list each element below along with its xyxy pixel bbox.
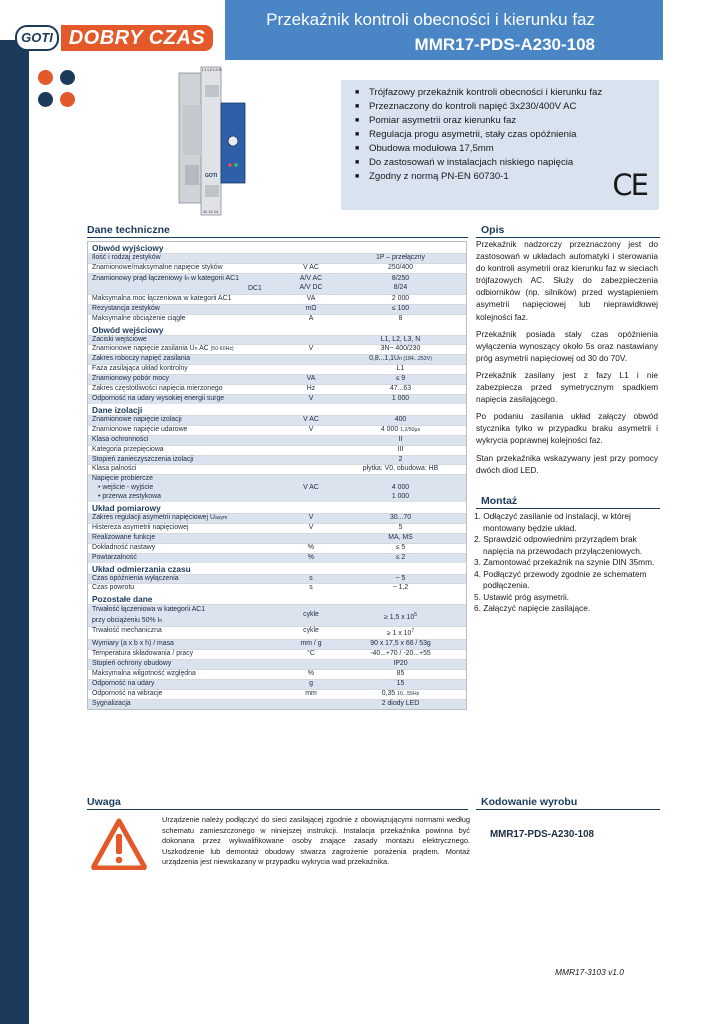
cell-param: Znamionowy pobór mocy xyxy=(92,375,169,383)
product-photo xyxy=(175,65,250,217)
cell-unit: V xyxy=(308,394,314,402)
cell-value: 3N~ 400/230 xyxy=(380,345,421,353)
cell-unit: g xyxy=(309,679,313,687)
section-title: Montaż xyxy=(481,495,518,507)
cell-value: ~ 1,2 xyxy=(392,584,409,592)
cell-value: 2 diody LED xyxy=(381,699,420,707)
table-row xyxy=(88,523,466,533)
cell-param: Sygnalizacja xyxy=(92,699,131,707)
cell-unit xyxy=(287,436,335,445)
logo-goti-mark: GOTI xyxy=(15,25,59,51)
order-code: MMR17-PDS-A230-108 xyxy=(490,829,594,840)
install-step: 1. Odłączyć zasilanie od instalacji, w której montowany będzie układ. xyxy=(474,511,631,533)
cell-text: AC xyxy=(197,345,211,353)
cell-text: 0,8...1,1U xyxy=(369,355,399,363)
table-group-title: Dane izolacji xyxy=(88,404,466,415)
cell-value xyxy=(335,690,466,699)
cell-value: 1 000 xyxy=(391,394,410,402)
cell-unit xyxy=(287,660,335,669)
company-logo xyxy=(15,25,213,51)
tech-data-table xyxy=(87,241,467,710)
cell-param: Znamionowe/maksymalne napięcie styków xyxy=(92,263,223,271)
device-top-terminals: L1 L2 L3 N xyxy=(202,67,222,72)
cell-value: 2 000 xyxy=(391,294,410,302)
cell-value xyxy=(335,627,466,639)
table-row xyxy=(88,314,466,324)
table-row xyxy=(88,543,466,553)
table-row xyxy=(88,679,466,689)
table-group-title: Układ odmierzania czasu xyxy=(88,563,466,574)
cell-value: 400 xyxy=(394,415,407,423)
cell-subscript: n xyxy=(194,346,198,353)
section-header-order xyxy=(476,796,660,810)
header-band xyxy=(225,0,663,60)
cell-unit: V xyxy=(308,345,314,353)
table-group-title: Obwód wyjściowy xyxy=(88,242,466,253)
table-row xyxy=(88,253,466,263)
table-row xyxy=(88,384,466,394)
cell-value: 5 xyxy=(398,523,403,531)
description-paragraph: Po podaniu zasilania układ załączy obwód stycznika tylko w przypadku braku asymetrii i wykrycia poprawnej kolejności faz. xyxy=(476,411,658,446)
cell-param xyxy=(88,605,287,626)
cell-text: Znamionowy prąd łączeniowy I xyxy=(92,274,187,282)
cell-text: 8/24 xyxy=(393,284,408,292)
table-row xyxy=(88,464,466,474)
table-group-title: Układ pomiarowy xyxy=(88,502,466,513)
cell-unit: mm / g xyxy=(300,640,322,648)
table-row xyxy=(88,354,466,364)
bullet-icon: • xyxy=(98,484,101,492)
feature-item: ■ Pomiar asymetrii oraz kierunku faz xyxy=(355,114,602,128)
cell-param: Trwałość mechaniczna xyxy=(92,627,162,635)
cell-param: Kategoria przepięciowa xyxy=(92,445,164,453)
cell-param: Faza zasilająca układ kontrolny xyxy=(92,365,188,373)
table-row xyxy=(88,335,466,345)
cell-param: Maksymalna wilgotność względna xyxy=(92,670,196,677)
cell-param: Histereza asymetrii napięciowej xyxy=(92,523,189,531)
section-title: Dane techniczne xyxy=(87,224,170,236)
table-row xyxy=(88,394,466,404)
cell-param: Odporność na wibracje xyxy=(92,689,163,697)
section-header-tech xyxy=(87,224,468,238)
cell-value: 90 x 17,5 x 66 / 53g xyxy=(370,640,431,648)
cell-text: przy obciążeniu 50% I xyxy=(92,616,160,624)
cell-param xyxy=(88,514,287,523)
cell-text: 4 000 xyxy=(391,484,410,492)
table-row xyxy=(88,583,466,593)
document-version: MMR17-3103 v1.0 xyxy=(555,967,624,977)
description-paragraph: Stan przekaźnika wskazywany jest przy pomocy dwóch diod LED. xyxy=(476,452,658,475)
description-paragraph: Przekaźnik posiada stały czas opóźnienia wyłączenia wynoszący około 5s oraz nastawiany próg asymetrii napięciowej od 30 do 70V. xyxy=(476,328,658,363)
dot-orange xyxy=(60,92,75,107)
cell-param xyxy=(88,274,287,294)
cell-unit xyxy=(287,254,335,263)
section-title: Uwaga xyxy=(87,796,121,808)
cell-param: Odporność na udary wysokiej energii surge xyxy=(92,394,225,402)
dot-orange xyxy=(38,70,53,85)
cell-value xyxy=(335,355,466,364)
logo-wordmark: DOBRY CZAS xyxy=(61,25,213,51)
feature-item: ■ Do zastosowań w instalacjach niskiego napięcia xyxy=(355,156,602,170)
install-step: 5. Ustawić próg asymetrii. xyxy=(474,591,569,602)
cell-unit: VA xyxy=(306,294,316,302)
cell-value xyxy=(335,426,466,435)
cell-subscript: n xyxy=(186,275,190,282)
table-group-title: Pozostałe dane xyxy=(88,593,466,604)
cell-unit: s xyxy=(309,574,313,582)
table-row xyxy=(88,374,466,384)
table-row xyxy=(88,626,466,639)
install-step: 4. Podłączyć przewody zgodnie ze schematem podłączenia. xyxy=(474,568,647,590)
table-row xyxy=(88,304,466,314)
cell-param xyxy=(88,345,287,354)
cell-value: IP20 xyxy=(393,660,408,668)
cell-param: Zakres roboczy napięć zasilania xyxy=(92,355,191,363)
table-row xyxy=(88,649,466,659)
table-row xyxy=(88,689,466,699)
cell-unit: V xyxy=(308,514,314,522)
cell-unit xyxy=(287,534,335,543)
cell-unit: s xyxy=(309,584,313,592)
table-row xyxy=(88,669,466,679)
cell-value: 30...70 xyxy=(389,514,412,522)
table-row xyxy=(88,639,466,649)
table-row xyxy=(88,474,466,502)
cell-param: Dokładność nastawy xyxy=(92,543,156,551)
table-row xyxy=(88,455,466,465)
cell-param: Znamionowe napięcie udarowe xyxy=(92,425,188,433)
cell-unit: VA xyxy=(306,375,316,383)
table-row xyxy=(88,445,466,455)
cell-small: 1,2/50µs xyxy=(400,426,421,433)
cell-param: Ilość i rodzaj zestyków xyxy=(92,254,161,261)
section-header-warning xyxy=(87,796,468,810)
cell-subscript: asym xyxy=(214,515,228,522)
table-row xyxy=(88,513,466,523)
cell-value: III xyxy=(397,445,404,453)
cell-param: Maksymalna moc łączeniowa w kategorii AC1 xyxy=(92,294,232,302)
feature-item: ■ Trójfazowy przekaźnik kontroli obecności i kierunku faz xyxy=(355,86,602,100)
cell-param: Zakres częstotliwości napięcia mierzonego xyxy=(92,385,223,393)
cell-unit: % xyxy=(307,553,315,561)
cell-param: Czas powrotu xyxy=(92,584,135,592)
feature-item: ■ Przeznaczony do kontroli napięć 3x230/400V AC xyxy=(355,100,602,114)
description-paragraph: Przekaźnik zasilany jest z fazy L1 i nie zabezpiecza przed symetrycznym spadkiem napięcia zasilającego. xyxy=(476,369,658,405)
cell-value: 15 xyxy=(396,679,405,687)
feature-item: ■ Regulacja progu asymetrii, stały czas opóźnienia xyxy=(355,128,602,142)
cell-param: Czas opóźnienia wyłączenia xyxy=(92,574,179,582)
cell-text: przerwa zestykowa xyxy=(102,493,161,501)
table-row xyxy=(88,294,466,304)
warning-triangle-icon xyxy=(91,818,147,870)
cell-text: ≥ 1,5 x 10 xyxy=(384,614,415,622)
table-row xyxy=(88,574,466,584)
cell-value: MA, MS xyxy=(388,533,413,541)
page-title: Przekaźnik kontroli obecności i kierunku faz xyxy=(266,10,595,29)
cell-subscript: n xyxy=(399,356,402,363)
table-group-title: Obwód wejściowy xyxy=(88,324,466,335)
device-brand: GOTI xyxy=(205,173,218,179)
cell-unit: % xyxy=(307,670,315,677)
cell-param: Maksymalne obciążenie ciągłe xyxy=(92,314,186,322)
cell-value: II xyxy=(398,435,403,443)
cell-text: wejście - wyjście xyxy=(102,484,154,492)
cell-text: 4 000 xyxy=(380,425,401,433)
cell-text: Zakres regulacji asymetrii napięciowej U xyxy=(92,514,215,522)
cell-unit: mΩ xyxy=(305,304,317,312)
install-step: 2. Sprawdzić odpowiednim przyrządem brak napięcia na przewodach przyłączeniowych. xyxy=(474,534,643,556)
cell-param: Realizowane funkcje xyxy=(92,533,156,541)
cell-unit: V xyxy=(308,523,314,531)
cell-param: Klasa ochronności xyxy=(92,435,149,443)
table-row xyxy=(88,533,466,543)
cell-unit xyxy=(287,475,335,502)
cell-unit: °C xyxy=(307,650,315,658)
cell-superscript: 7 xyxy=(411,628,415,635)
section-title: Kodowanie wyrobu xyxy=(481,796,578,808)
cell-unit: V AC xyxy=(303,263,319,271)
cell-unit: % xyxy=(307,543,315,551)
cell-unit: Hz xyxy=(306,385,316,393)
cell-text: w kategorii AC1 xyxy=(189,274,239,282)
cell-value: ≤ 9 xyxy=(395,375,406,383)
cell-unit xyxy=(287,700,335,709)
cell-value: ≤ 5 xyxy=(395,543,406,551)
section-header-desc xyxy=(476,224,660,238)
cell-text: 0,35 xyxy=(381,689,398,697)
cell-unit xyxy=(287,446,335,455)
cell-text: 8/250 xyxy=(391,274,410,282)
cell-small: 10...55Hz xyxy=(397,690,420,697)
cell-unit xyxy=(287,465,335,474)
cell-unit: cykle xyxy=(303,627,319,635)
cell-unit xyxy=(287,336,335,345)
table-row xyxy=(88,344,466,354)
cell-value xyxy=(335,475,466,502)
cell-value xyxy=(335,274,466,294)
cell-param: Powtarzalność xyxy=(92,553,137,561)
feature-item: ■ Zgodny z normą PN-EN 60730-1 xyxy=(355,170,602,184)
cell-small: (184...253V) xyxy=(401,356,432,363)
table-row xyxy=(88,435,466,445)
cell-value: L1, L2, L3, N xyxy=(380,335,421,343)
features-list xyxy=(355,86,602,184)
cell-param: Znamionowe napięcie izolacji xyxy=(92,415,182,423)
description-text xyxy=(476,238,658,481)
cell-small: (50-60Hz) xyxy=(210,346,234,353)
install-step: 6. Załączyć napięcie zasilające. xyxy=(474,603,591,613)
feature-item: ■ Obudowa modułowa 17,5mm xyxy=(355,142,602,156)
cell-text: DC1 xyxy=(248,285,262,293)
table-row xyxy=(88,273,466,294)
cell-param: Wymiary (a x b x h) / masa xyxy=(92,640,174,648)
cell-text: A/V AC xyxy=(299,274,323,282)
cell-param: Zaciski wejściowe xyxy=(92,335,147,343)
section-header-install xyxy=(476,495,660,509)
cell-unit xyxy=(287,355,335,364)
cell-param: Odporność na udary xyxy=(92,679,155,687)
cell-superscript: 5 xyxy=(414,612,417,619)
cell-text: ≥ 1 x 10 xyxy=(386,630,412,638)
description-paragraph: Przekaźnik nadzorczy przeznaczony jest do zastosowań w układach automatyki i sterowania do kontroli asymetrii oraz kierunku faz w sieciach trójfazowych AC. Służy do zabezpieczenia odbiorników (np. silników) przed wystąpieniem asymetrii napięciowej lub nieprawidłowej kolejności faz. xyxy=(476,239,658,322)
cell-param: Temperatura składowania / pracy xyxy=(92,650,194,658)
cell-param: Klasa palności xyxy=(92,465,137,473)
cell-unit xyxy=(287,274,335,294)
cell-unit: A xyxy=(308,314,314,322)
install-steps xyxy=(474,511,660,615)
cell-text: V AC xyxy=(303,484,319,492)
cell-value: 47...63 xyxy=(389,385,412,393)
cell-subscript: n xyxy=(159,617,163,624)
cell-unit: mm xyxy=(305,689,317,697)
ce-mark: CE xyxy=(612,168,647,202)
table-row xyxy=(88,553,466,563)
cell-value: -40...+70 / -20...+55 xyxy=(370,650,431,658)
product-code-title: MMR17-PDS-A230-108 xyxy=(414,35,595,54)
cell-unit: cykle xyxy=(303,611,319,619)
cell-unit xyxy=(287,365,335,374)
table-row xyxy=(88,415,466,425)
table-row xyxy=(88,263,466,273)
bullet-icon: • xyxy=(98,493,101,501)
table-row xyxy=(88,604,466,626)
cell-text: A/V DC xyxy=(299,284,323,292)
features-box xyxy=(341,80,659,210)
decorative-dots xyxy=(38,70,78,110)
dot-navy xyxy=(38,92,53,107)
cell-text: Napięcie probiercze xyxy=(92,475,153,483)
cell-text: 1 000 xyxy=(391,493,410,501)
left-accent-bar xyxy=(0,40,29,1024)
table-row xyxy=(88,699,466,709)
cell-param: Rezystancja zestyków xyxy=(92,304,160,312)
cell-value: płytka: V0, obudowa: HB xyxy=(362,465,439,473)
cell-value xyxy=(335,605,466,626)
install-step: 3. Zamontować przekaźnik na szynie DIN 35mm. xyxy=(474,557,655,567)
cell-value: ≤ 100 xyxy=(391,304,410,312)
cell-value: 2 xyxy=(398,455,403,463)
cell-unit: V xyxy=(308,425,314,433)
cell-param: Stopień ochrony obudowy xyxy=(92,660,172,668)
table-row xyxy=(88,425,466,435)
table-row xyxy=(88,364,466,374)
cell-unit xyxy=(287,456,335,465)
dot-navy xyxy=(60,70,75,85)
cell-value: 8 xyxy=(398,314,403,322)
cell-text: Trwałość łączeniowa w kategorii AC1 xyxy=(92,606,206,614)
cell-value: 250/400 xyxy=(388,263,413,271)
table-row xyxy=(88,659,466,669)
cell-value: ≤ 2 xyxy=(395,553,406,561)
cell-value: L1 xyxy=(396,365,405,373)
warning-text: Urządzenie należy podłączyć do sieci zasilającej zgodnie z obowiązującymi normami według schematu zamieszczonego w niniejszej instrukcji. Instalacja przekaźnika powinna być dokonana przez wykwalifikowane osoby znające zasady montażu elektrycznego. Uszkodzenie lub demontaż obudowy stwarza zagrożenie porażenia prądem. Montaż urządzenia jest niewskazany w przypadku wykrycia wad przekaźnika. xyxy=(162,815,470,867)
section-title: Opis xyxy=(481,224,505,236)
cell-value: 85 xyxy=(396,670,405,677)
cell-param xyxy=(88,475,287,502)
cell-value: 1P – przełączny xyxy=(376,254,425,261)
cell-unit: V AC xyxy=(303,415,319,423)
cell-param: Stopień zanieczyszczenia izolacji xyxy=(92,455,194,463)
cell-text: Znamionowe napięcie zasilania U xyxy=(92,345,195,353)
device-bottom-terminals: 11 12 14 xyxy=(203,209,219,214)
cell-value: ~ 5 xyxy=(395,574,406,582)
